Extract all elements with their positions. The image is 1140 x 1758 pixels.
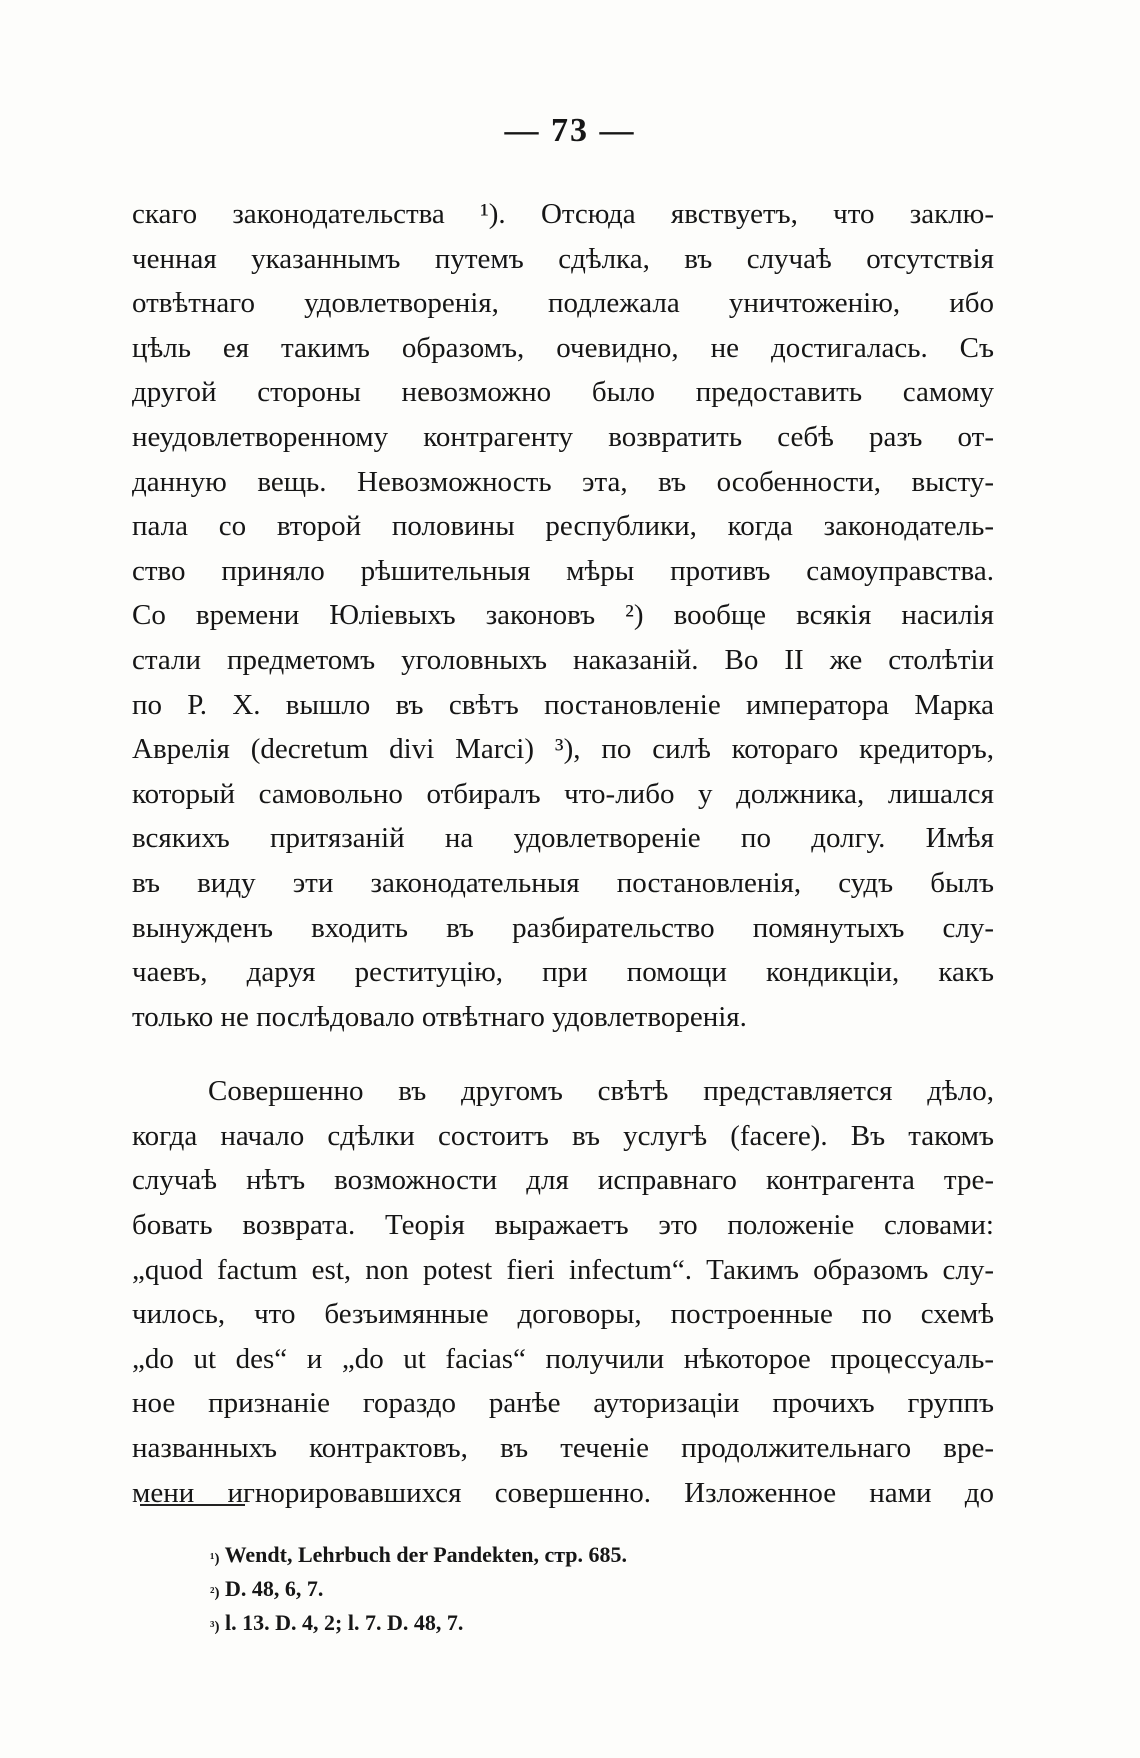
text-line: въ виду эти законодательныя постановленія, судъ былъ	[132, 866, 994, 899]
text-line: который самовольно отбиралъ что-либо у должника, лишался	[132, 777, 994, 810]
text-line: данную вещь. Невозможность эта, въ особенности, высту-	[132, 465, 994, 498]
body-text	[132, 192, 994, 1515]
footnote-item	[210, 1572, 970, 1606]
text-line: другой стороны невозможно было предоставить самому	[132, 376, 994, 409]
text-line: „do ut des“ и „do ut facias“ получили нѣкоторое процессуаль-	[132, 1342, 994, 1375]
footnote-divider	[140, 1504, 245, 1506]
paragraph	[132, 192, 994, 1039]
text-line: Аврелія (decretum divi Marci) ³), по силѣ котораго кредиторъ,	[132, 733, 994, 766]
text-line: когда начало сдѣлки состоитъ въ услугѣ (facere). Въ такомъ	[132, 1119, 994, 1152]
footnote-item	[210, 1538, 970, 1572]
text-line: отвѣтнаго удовлетворенія, подлежала уничтоженію, ибо	[132, 287, 994, 320]
text-line: по Р. Х. вышло въ свѣтъ постановленіе императора Марка	[132, 688, 994, 721]
text-line: бовать возврата. Теорія выражаетъ это положеніе словами:	[132, 1209, 994, 1242]
page-number: — 73 —	[504, 112, 636, 149]
text-line: пала со второй половины республики, когда законодатель-	[132, 510, 994, 543]
paragraph	[132, 1069, 994, 1515]
footnote-item	[210, 1606, 970, 1640]
text-line: ное признаніе гораздо ранѣе ауторизаціи прочихъ группъ	[132, 1387, 994, 1420]
text-line: Совершенно въ другомъ свѣтѣ представляется дѣло,	[208, 1075, 994, 1108]
text-line: скаго законодательства ¹). Отсюда явствуетъ, что заклю-	[132, 198, 994, 230]
text-line: чилось, что безъимянные договоры, построенные по схемѣ	[132, 1298, 994, 1331]
text-line: мени игнорировавшихся совершенно. Изложенное нами до	[132, 1476, 994, 1509]
text-line: вынужденъ входить въ разбирательство помянутыхъ слу-	[132, 911, 994, 944]
text-line: названныхъ контрактовъ, въ теченіе продолжительнаго вре-	[132, 1432, 994, 1465]
footnote-mark: ²)	[210, 1585, 220, 1601]
text-line: всякихъ притязаній на удовлетвореніе по долгу. Имѣя	[132, 822, 994, 855]
footnote-mark: ¹)	[210, 1551, 220, 1567]
footnote-mark: ³)	[210, 1619, 220, 1635]
text-line: ченная указаннымъ путемъ сдѣлка, въ случаѣ отсутствія	[132, 242, 994, 275]
text-line: Со времени Юліевыхъ законовъ ²) вообще всякія насилія	[132, 599, 994, 632]
text-line: неудовлетворенному контрагенту возвратить себѣ разъ от-	[132, 420, 994, 453]
footnote-text: D. 48, 6, 7.	[225, 1576, 324, 1601]
footnote-text: Wendt, Lehrbuch der Pandekten, стр. 685.	[224, 1542, 628, 1567]
text-line: случаѣ нѣтъ возможности для исправнаго контрагента тре-	[132, 1164, 994, 1197]
paragraph-gap	[132, 1039, 994, 1069]
text-line: ство приняло рѣшительныя мѣры противъ самоуправства.	[132, 554, 994, 587]
text-line: „quod factum est, non potest fieri infectum“. Такимъ образомъ слу-	[132, 1253, 994, 1286]
text-line: чаевъ, даруя реституцію, при помощи кондикціи, какъ	[132, 956, 994, 989]
footnote-text: l. 13. D. 4, 2; l. 7. D. 48, 7.	[225, 1610, 464, 1635]
text-line: стали предметомъ уголовныхъ наказаній. Во II же столѣтіи	[132, 643, 994, 676]
text-line: только не послѣдовало отвѣтнаго удовлетворенія.	[132, 1000, 747, 1033]
text-line: цѣль ея такимъ образомъ, очевидно, не достигалась. Съ	[132, 331, 994, 364]
footnotes	[210, 1538, 970, 1640]
